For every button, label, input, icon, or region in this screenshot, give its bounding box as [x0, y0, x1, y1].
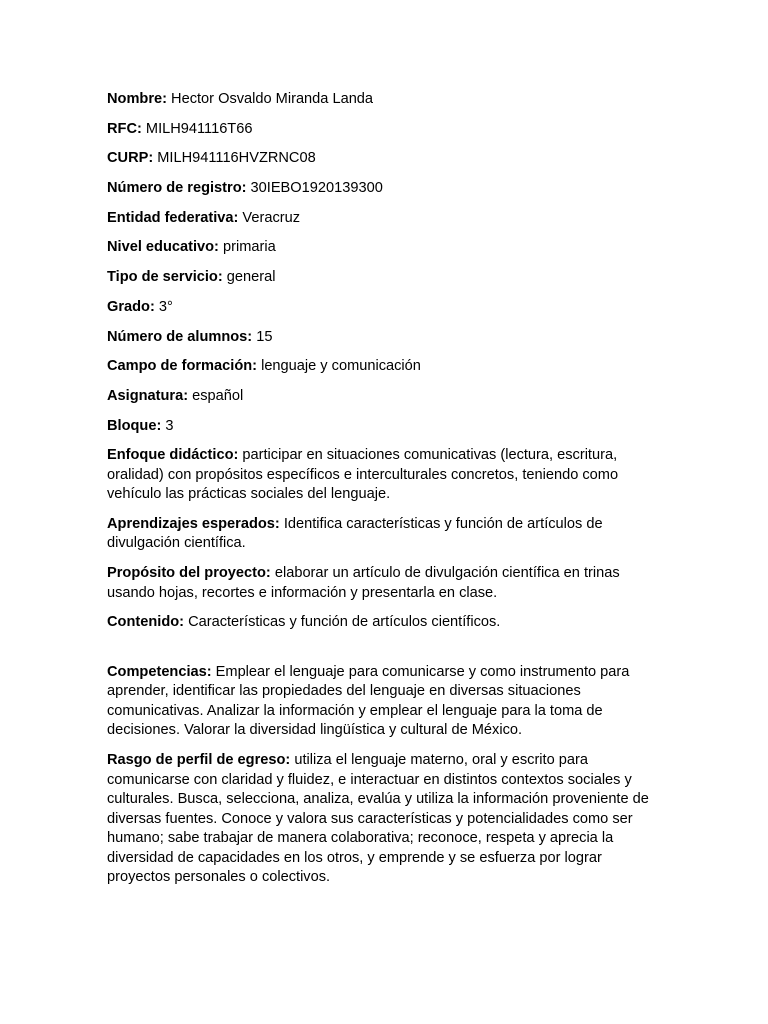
- field-entidad-federativa: [107, 209, 663, 229]
- field-label: CURP:: [107, 150, 154, 167]
- field-label: Bloque:: [107, 417, 162, 434]
- field-nombre: [107, 90, 663, 110]
- field-label: Competencias:: [107, 663, 212, 680]
- field-value: Identifica características y función de artículos de divulgación científica.: [107, 515, 603, 552]
- field-curp: [107, 149, 663, 169]
- field-value: MILH941116HVZRNC08: [153, 150, 316, 167]
- field-value: Veracruz: [238, 209, 301, 226]
- field-value: 30IEBO1920139300: [246, 180, 383, 197]
- field-value: Emplear el lenguaje para comunicarse y como instrumento para aprender, identificar las propiedades del lenguaje en diversas situaciones comunicativas. Analizar la información y emplear el lenguaje para la toma de decisiones. Valorar la diversidad lingüística y cultural de México.: [107, 663, 630, 739]
- field-label: Nivel educativo:: [107, 239, 219, 256]
- field-value: MILH941116T66: [141, 120, 253, 137]
- field-value: español: [188, 387, 244, 404]
- field-value: Características y función de artículos científicos.: [184, 614, 501, 631]
- field-enfoque-didactico: [107, 446, 663, 505]
- field-campo-formacion: [107, 357, 663, 377]
- field-rasgo-perfil-egreso: [107, 751, 663, 888]
- field-bloque: [107, 417, 663, 437]
- field-numero-registro: [107, 179, 663, 199]
- field-label: Asignatura:: [107, 387, 189, 404]
- field-label: Contenido:: [107, 614, 185, 631]
- field-label: Enfoque didáctico:: [107, 447, 239, 464]
- field-asignatura: [107, 387, 663, 407]
- field-grado: [107, 298, 663, 318]
- field-value: general: [222, 269, 276, 286]
- field-value: 3°: [154, 298, 173, 315]
- field-tipo-servicio: [107, 268, 663, 288]
- field-label: RFC:: [107, 120, 142, 137]
- field-rfc: [107, 120, 663, 140]
- field-nivel-educativo: [107, 238, 663, 258]
- field-numero-alumnos: [107, 328, 663, 348]
- field-label: Propósito del proyecto:: [107, 565, 271, 582]
- field-value: 15: [252, 328, 273, 345]
- field-label: Aprendizajes esperados:: [107, 515, 280, 532]
- field-label: Nombre:: [107, 91, 167, 107]
- field-value: primaria: [218, 239, 276, 256]
- field-value: utiliza el lenguaje materno, oral y escrito para comunicarse con claridad y fluidez, e interactuar en distintos contextos sociales y culturales. Busca, selecciona, analiza, evalúa y utiliza la información proveniente de diversas fuentes. Conoce y valora sus características y potencialidades como ser humano; sabe trabajar de manera colaborativa; reconoce, respeta y aprecia la diversidad de capacidades en los otros, y emprende y se esfuerza por lograr proyectos personales o colectivos.: [107, 752, 649, 885]
- field-label: Número de alumnos:: [107, 328, 253, 345]
- field-contenido: [107, 613, 663, 633]
- field-label: Grado:: [107, 298, 155, 315]
- field-value: elaborar un artículo de divulgación científica en trinas usando hojas, recortes e información y presentarla en clase.: [107, 565, 620, 601]
- field-competencias: [107, 663, 663, 741]
- field-value: Hector Osvaldo Miranda Landa: [167, 91, 374, 107]
- field-value: participar en situaciones comunicativas (lectura, escritura, oralidad) con propósitos específicos e interculturales concretos, teniendo como vehículo las prácticas sociales del lenguaje.: [107, 447, 619, 503]
- field-proposito-proyecto: [107, 564, 663, 603]
- field-label: Número de registro:: [107, 180, 247, 197]
- field-aprendizajes-esperados: [107, 515, 663, 554]
- field-value: lenguaje y comunicación: [257, 358, 421, 375]
- document-body: [107, 90, 663, 898]
- field-value: 3: [161, 417, 174, 434]
- field-label: Rasgo de perfil de egreso:: [107, 752, 291, 768]
- field-label: Tipo de servicio:: [107, 269, 223, 286]
- field-label: Campo de formación:: [107, 358, 258, 375]
- field-label: Entidad federativa:: [107, 209, 239, 226]
